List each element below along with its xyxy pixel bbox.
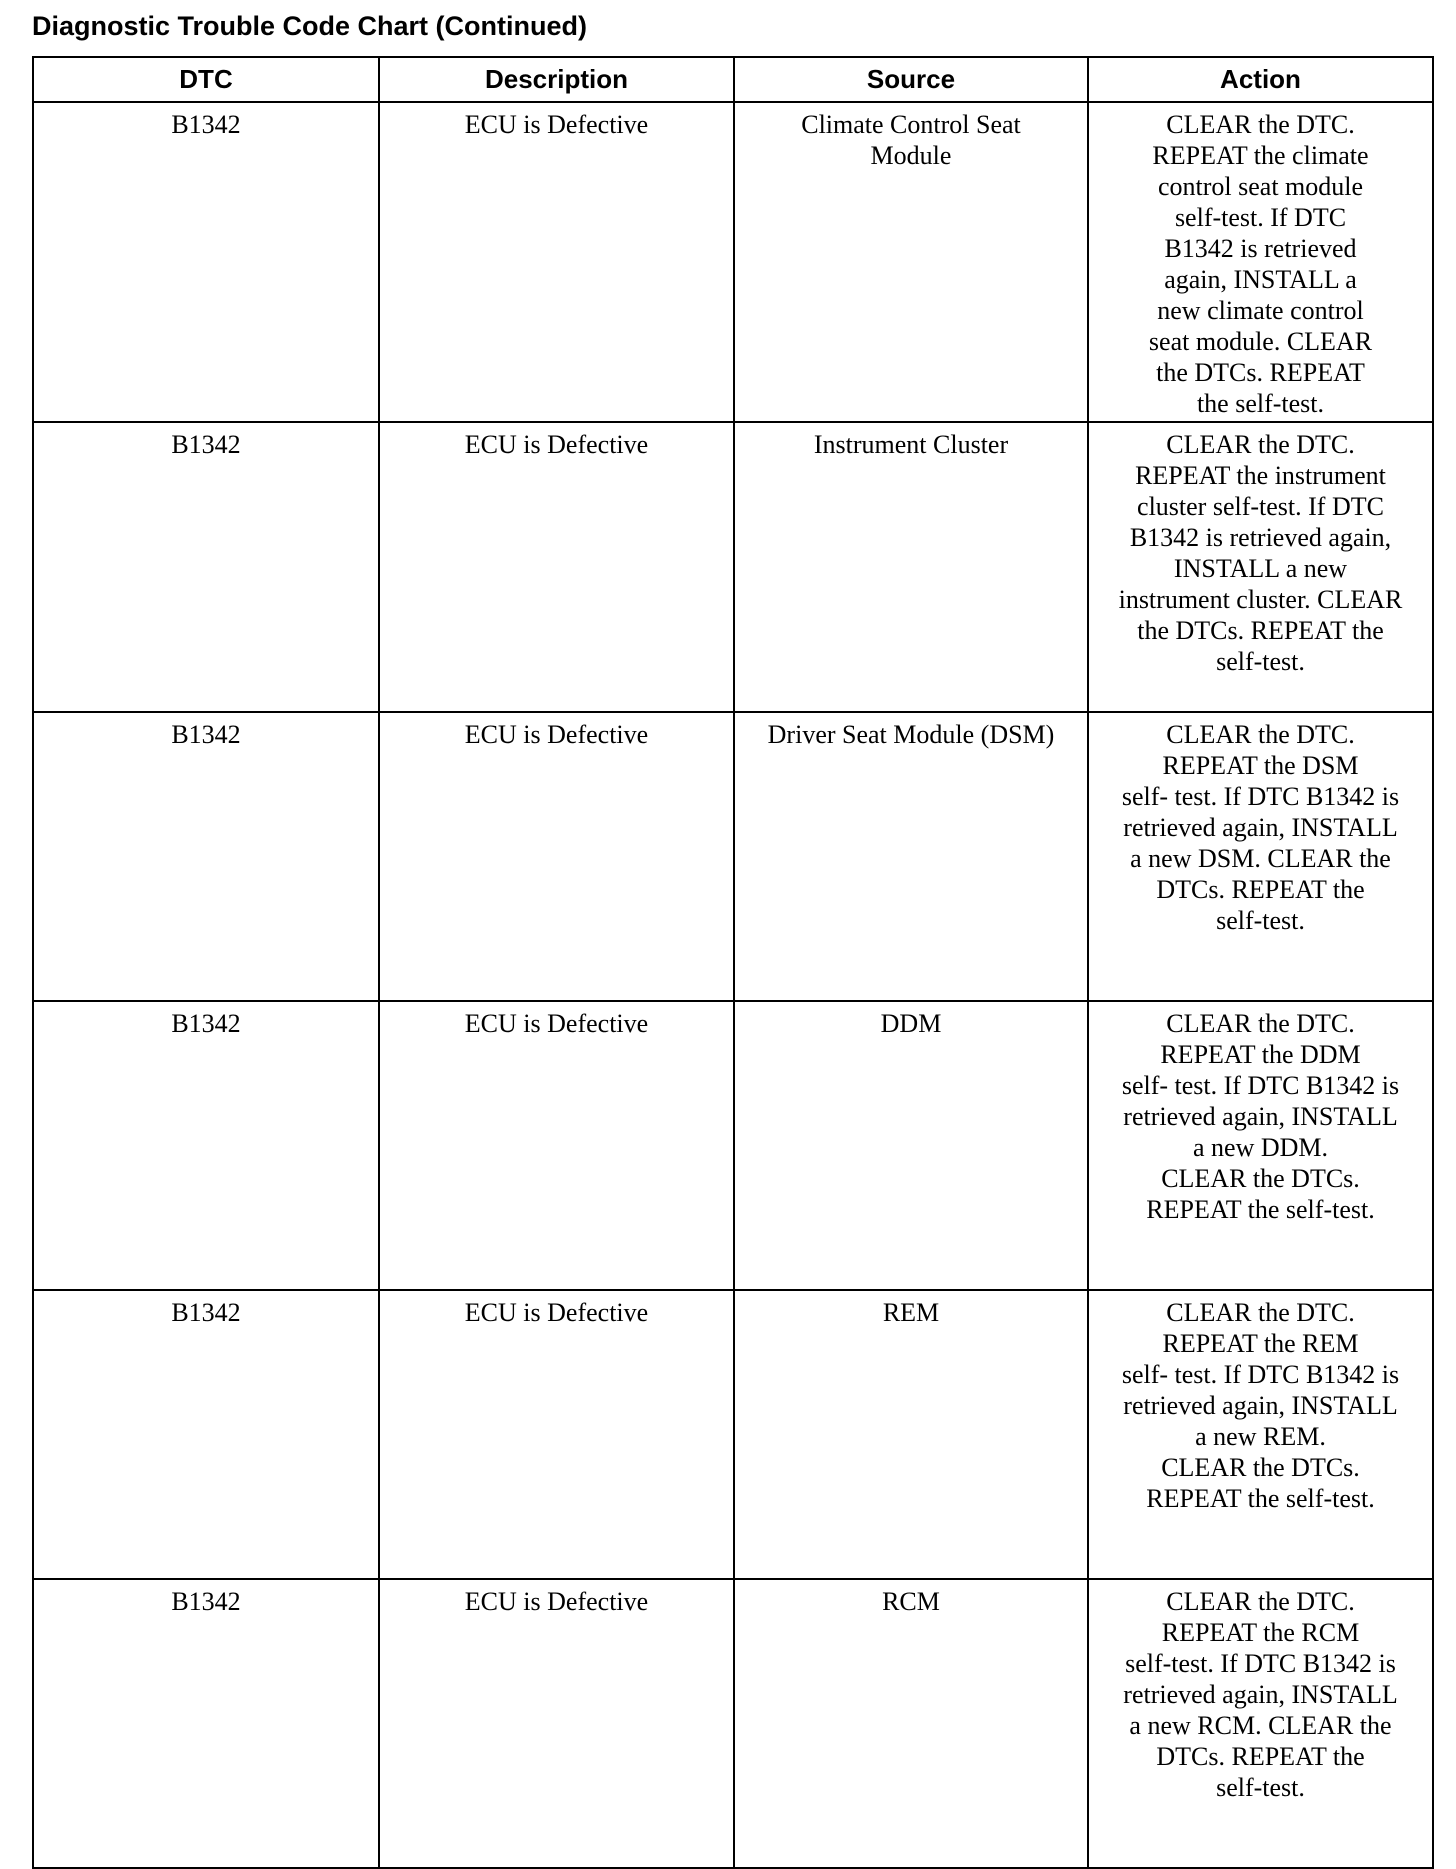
source-cell [734,1001,1088,1290]
action-line: a new RCM. CLEAR the [1129,1711,1392,1740]
action-line: DTCs. REPEAT the [1156,875,1365,904]
action-line: retrieved again, INSTALL [1123,1680,1398,1709]
dtc-cell: B1342 [33,422,379,712]
action-line: a new DDM. [1192,1133,1329,1162]
action-line: self-test. [1216,647,1305,676]
action-line: CLEAR the DTC. [1166,110,1355,139]
action-line: REPEAT the climate [1152,141,1369,170]
action-line: REPEAT the instrument [1135,461,1386,490]
action-line: REPEAT the DSM [1162,751,1359,780]
dtc-cell: B1342 [33,712,379,1001]
dtc-chart-table [32,56,1434,1869]
column-header-dtc: DTC [33,57,379,102]
action-cell [1088,1579,1433,1868]
action-line: DTCs. REPEAT the [1156,1742,1365,1771]
table-header-row [33,57,1433,102]
action-line: CLEAR the DTC. [1166,1587,1355,1616]
action-line: the DTCs. REPEAT the [1137,616,1384,645]
table-row [33,1290,1433,1579]
action-line: self-test. [1216,1773,1305,1802]
dtc-cell: B1342 [33,1290,379,1579]
description-cell: ECU is Defective [379,712,734,1001]
column-header-description: Description [379,57,734,102]
table-row [33,102,1433,422]
action-line: a new DSM. CLEAR the [1130,844,1391,873]
action-line: self-test. If DTC B1342 is [1125,1649,1396,1678]
description-cell: ECU is Defective [379,1290,734,1579]
table-row [33,1579,1433,1868]
action-line: new climate control [1157,296,1364,325]
source-line: DDM [880,1009,942,1038]
action-line: self-test. If DTC [1174,203,1347,232]
action-line: again, INSTALL a [1164,265,1357,294]
action-line: the self-test. [1196,389,1325,418]
action-line: B1342 is retrieved [1164,234,1357,263]
description-cell: ECU is Defective [379,1579,734,1868]
action-line: seat module. CLEAR [1148,327,1373,356]
action-line: retrieved again, INSTALL [1123,813,1398,842]
action-line: self- test. If DTC B1342 is [1121,1360,1400,1389]
action-line: REPEAT the self-test. [1146,1195,1375,1224]
source-cell [734,1579,1088,1868]
action-line: control seat module [1157,172,1364,201]
dtc-cell: B1342 [33,1001,379,1290]
action-line: REPEAT the REM [1162,1329,1359,1358]
action-line: cluster self-test. If DTC [1137,492,1384,521]
action-line: retrieved again, INSTALL [1123,1391,1398,1420]
description-cell: ECU is Defective [379,102,734,422]
action-cell [1088,422,1433,712]
source-line: Module [870,141,952,170]
action-cell [1088,712,1433,1001]
table-row [33,422,1433,712]
action-line: REPEAT the self-test. [1146,1484,1375,1513]
table-body [33,102,1433,1868]
column-header-action: Action [1088,57,1433,102]
source-line: REM [882,1298,940,1327]
action-cell [1088,102,1433,422]
action-line: CLEAR the DTC. [1166,1009,1355,1038]
source-line: Driver Seat Module (DSM) [767,720,1055,749]
dtc-cell: B1342 [33,102,379,422]
action-line: CLEAR the DTCs. [1161,1164,1360,1193]
action-line: a new REM. [1195,1422,1326,1451]
description-cell: ECU is Defective [379,422,734,712]
action-line: CLEAR the DTC. [1166,1298,1355,1327]
source-cell [734,1290,1088,1579]
description-cell: ECU is Defective [379,1001,734,1290]
source-line: RCM [882,1587,940,1616]
source-cell [734,712,1088,1001]
action-line: INSTALL a new [1173,554,1348,583]
action-line: CLEAR the DTC. [1166,720,1355,749]
source-cell [734,102,1088,422]
source-line: Instrument Cluster [813,430,1009,459]
action-line: CLEAR the DTCs. [1161,1453,1360,1482]
table-row [33,712,1433,1001]
page-title: Diagnostic Trouble Code Chart (Continued) [32,11,587,41]
action-line: self-test. [1216,906,1305,935]
table-row [33,1001,1433,1290]
column-header-source: Source [734,57,1088,102]
action-line: B1342 is retrieved again, [1129,523,1392,552]
action-line: retrieved again, INSTALL [1123,1102,1398,1131]
action-line: self- test. If DTC B1342 is [1121,1071,1400,1100]
action-line: instrument cluster. CLEAR [1118,585,1403,614]
action-line: REPEAT the DDM [1160,1040,1361,1069]
dtc-cell: B1342 [33,1579,379,1868]
action-cell [1088,1290,1433,1579]
source-line: Climate Control Seat [801,110,1021,139]
action-line: the DTCs. REPEAT [1156,358,1365,387]
action-line: self- test. If DTC B1342 is [1121,782,1400,811]
action-line: CLEAR the DTC. [1166,430,1355,459]
source-cell [734,422,1088,712]
action-cell [1088,1001,1433,1290]
action-line: REPEAT the RCM [1161,1618,1360,1647]
